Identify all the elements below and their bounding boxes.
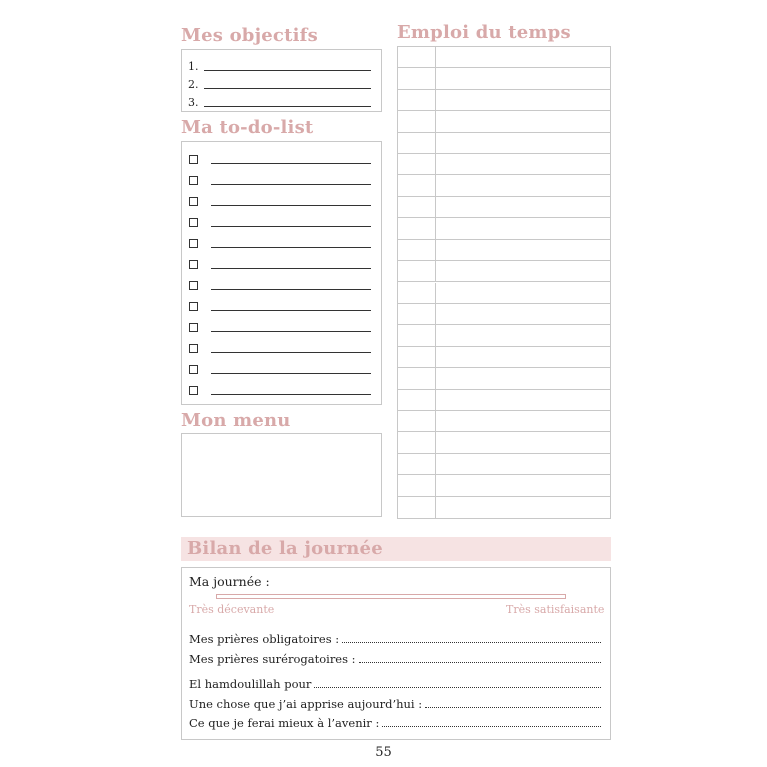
objective-line-1[interactable] — [188, 57, 371, 73]
page-number: 55 — [375, 745, 392, 760]
objective-number: 3. — [188, 96, 199, 109]
todo-item[interactable] — [189, 382, 371, 396]
schedule-time-cell[interactable] — [398, 475, 436, 495]
schedule-row[interactable] — [398, 497, 610, 518]
todo-checkbox[interactable] — [189, 323, 198, 332]
supererogatory-prayers-label: Mes prières surérogatoires : — [189, 652, 356, 666]
todo-checkbox[interactable] — [189, 197, 198, 206]
todo-item[interactable] — [189, 256, 371, 270]
obligatory-prayers-line[interactable] — [189, 632, 601, 646]
gratitude-line[interactable] — [189, 677, 601, 691]
supererogatory-prayers-line[interactable] — [189, 652, 601, 666]
schedule-row[interactable] — [398, 90, 610, 111]
schedule-row[interactable] — [398, 218, 610, 239]
objective-line-3[interactable] — [188, 93, 371, 109]
schedule-time-cell[interactable] — [398, 154, 436, 174]
schedule-row[interactable] — [398, 454, 610, 475]
todo-checkbox[interactable] — [189, 386, 198, 395]
todo-line[interactable] — [211, 226, 371, 227]
schedule-row[interactable] — [398, 133, 610, 154]
schedule-time-cell[interactable] — [398, 240, 436, 260]
todo-line[interactable] — [211, 184, 371, 185]
todo-item[interactable] — [189, 298, 371, 312]
schedule-time-cell[interactable] — [398, 90, 436, 110]
schedule-time-cell[interactable] — [398, 175, 436, 195]
schedule-row[interactable] — [398, 111, 610, 132]
schedule-row[interactable] — [398, 325, 610, 346]
schedule-row[interactable] — [398, 432, 610, 453]
todo-checkbox[interactable] — [189, 260, 198, 269]
schedule-row[interactable] — [398, 197, 610, 218]
scale-low-label: Très décevante — [189, 603, 275, 616]
todo-item[interactable] — [189, 319, 371, 333]
learned-today-line[interactable] — [189, 697, 601, 711]
todo-checkbox[interactable] — [189, 176, 198, 185]
todo-line[interactable] — [211, 247, 371, 248]
schedule-row[interactable] — [398, 154, 610, 175]
todo-line[interactable] — [211, 352, 371, 353]
day-rating-label: Ma journée : — [189, 574, 270, 589]
todo-checkbox[interactable] — [189, 281, 198, 290]
todo-line[interactable] — [211, 373, 371, 374]
schedule-time-cell[interactable] — [398, 411, 436, 431]
objective-number: 1. — [188, 60, 199, 73]
todo-line[interactable] — [211, 289, 371, 290]
schedule-time-cell[interactable] — [398, 133, 436, 153]
todo-line[interactable] — [211, 163, 371, 164]
schedule-row[interactable] — [398, 411, 610, 432]
bilan-header — [181, 537, 611, 561]
improve-label: Ce que je ferai mieux à l’avenir : — [189, 716, 380, 730]
schedule-time-cell[interactable] — [398, 325, 436, 345]
schedule-row[interactable] — [398, 475, 610, 496]
schedule-time-cell[interactable] — [398, 111, 436, 131]
schedule-time-cell[interactable] — [398, 68, 436, 88]
schedule-row[interactable] — [398, 304, 610, 325]
gratitude-label: El hamdoulillah pour — [189, 677, 312, 691]
schedule-time-cell[interactable] — [398, 47, 436, 67]
schedule-time-cell[interactable] — [398, 347, 436, 367]
todo-line[interactable] — [211, 268, 371, 269]
todo-checkbox[interactable] — [189, 344, 198, 353]
schedule-row[interactable] — [398, 68, 610, 89]
menu-box[interactable] — [181, 433, 382, 517]
todo-item[interactable] — [189, 277, 371, 291]
schedule-time-cell[interactable] — [398, 432, 436, 452]
improve-line[interactable] — [189, 716, 601, 730]
scale-high-label: Très satisfaisante — [506, 603, 605, 616]
schedule-time-cell[interactable] — [398, 304, 436, 324]
todo-title: Ma to-do-list — [181, 117, 314, 138]
schedule-row[interactable] — [398, 347, 610, 368]
todo-checkbox[interactable] — [189, 218, 198, 227]
todo-checkbox[interactable] — [189, 302, 198, 311]
todo-item[interactable] — [189, 235, 371, 249]
todo-item[interactable] — [189, 340, 371, 354]
schedule-row[interactable] — [398, 47, 610, 68]
todo-checkbox[interactable] — [189, 365, 198, 374]
objectives-box — [181, 49, 382, 112]
objectives-title: Mes objectifs — [181, 25, 318, 46]
schedule-time-cell[interactable] — [398, 261, 436, 281]
schedule-row[interactable] — [398, 175, 610, 196]
schedule-row[interactable] — [398, 368, 610, 389]
schedule-time-cell[interactable] — [398, 390, 436, 410]
todo-item[interactable] — [189, 361, 371, 375]
schedule-time-cell[interactable] — [398, 283, 436, 303]
todo-box — [181, 141, 382, 405]
schedule-time-cell[interactable] — [398, 218, 436, 238]
objective-number: 2. — [188, 78, 199, 91]
schedule-row[interactable] — [398, 261, 610, 282]
learned-today-label: Une chose que j’ai apprise aujourd’hui : — [189, 697, 423, 711]
schedule-time-cell[interactable] — [398, 454, 436, 474]
obligatory-prayers-label: Mes prières obligatoires : — [189, 632, 340, 646]
todo-line[interactable] — [211, 394, 371, 395]
todo-checkbox[interactable] — [189, 155, 198, 164]
schedule-row[interactable] — [398, 240, 610, 261]
todo-item[interactable] — [189, 151, 371, 165]
schedule-time-cell[interactable] — [398, 368, 436, 388]
todo-item[interactable] — [189, 172, 371, 186]
objective-line-2[interactable] — [188, 75, 371, 91]
todo-checkbox[interactable] — [189, 239, 198, 248]
todo-line[interactable] — [211, 331, 371, 332]
todo-item[interactable] — [189, 214, 371, 228]
schedule-title: Emploi du temps — [397, 22, 571, 43]
schedule-grid — [397, 46, 611, 519]
todo-item[interactable] — [189, 193, 371, 207]
menu-title: Mon menu — [181, 410, 291, 431]
todo-line[interactable] — [211, 310, 371, 311]
schedule-row[interactable] — [398, 390, 610, 411]
schedule-time-cell[interactable] — [398, 497, 436, 518]
todo-line[interactable] — [211, 205, 371, 206]
schedule-time-cell[interactable] — [398, 197, 436, 217]
day-rating-slider[interactable] — [216, 594, 566, 599]
schedule-row[interactable] — [398, 283, 610, 304]
bilan-title: Bilan de la journée — [187, 538, 383, 559]
